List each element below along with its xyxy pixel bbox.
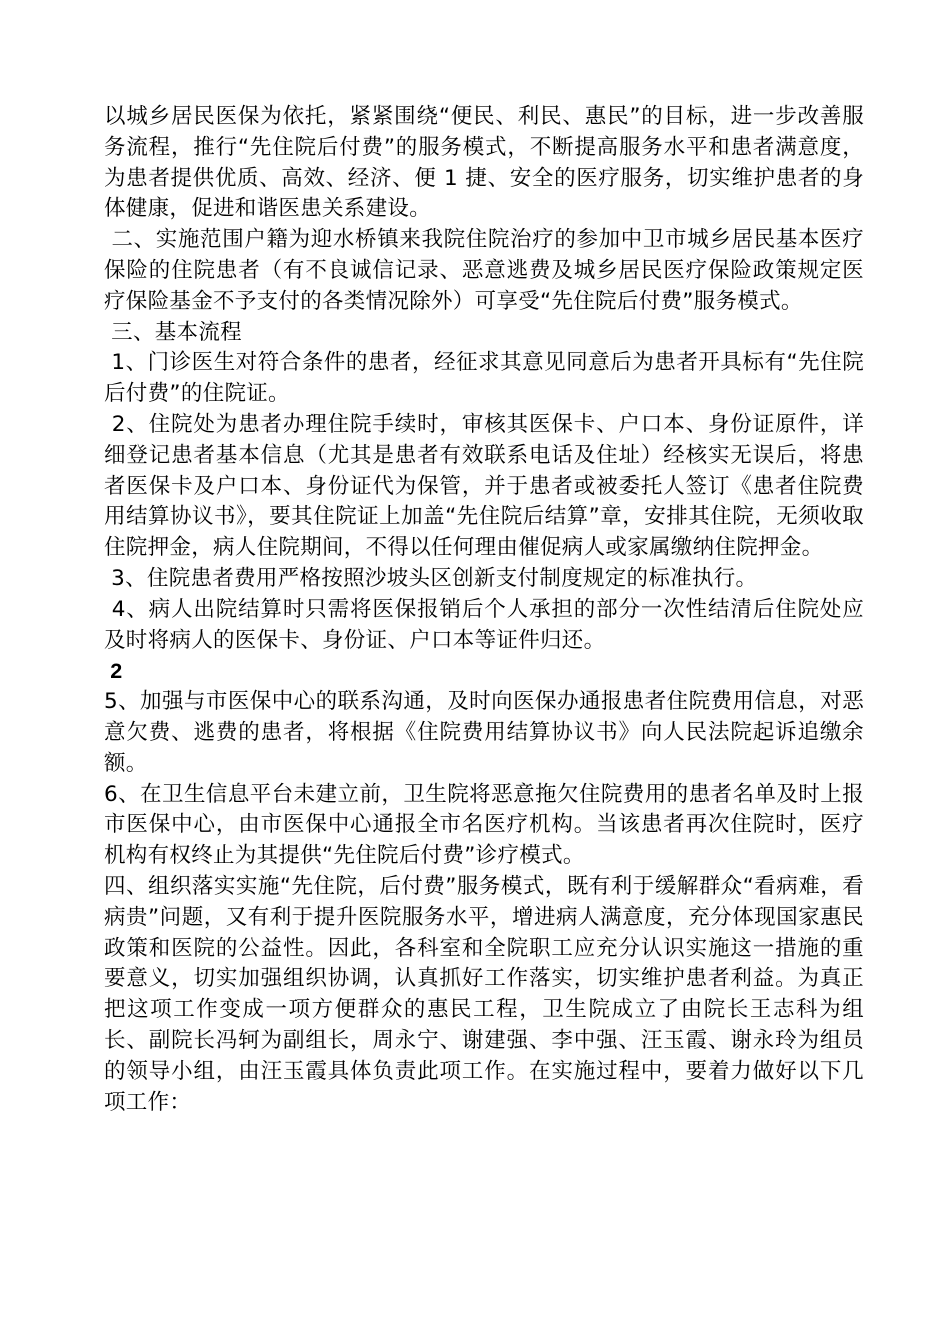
paragraph-step-2: 2、住院处为患者办理住院手续时，审核其医保卡、户口本、身份证原件，详细登记患者基本信息（尤其是患者有效联系电话及住址）经核实无误后，将患者医保卡及户口本、身份证代为保管，并于患者或被委托人签订《患者住院费用结算协议书》，要其住院证上加盖“先住院后结算”章，安排其住院，无须收取住院押金，病人住院期间，不得以任何理由催促病人或家属缴纳住院押金。	[104, 411, 864, 561]
heading-section-3-process: 三、基本流程	[104, 319, 242, 345]
page-number-marker: 2	[104, 659, 123, 684]
paragraph-step-5: 5、加强与市医保中心的联系沟通，及时向医保办通报患者住院费用信息，对恶意欠费、逃费的患者，将根据《住院费用结算协议书》向人民法院起诉追缴余额。	[104, 689, 864, 776]
paragraph-step-6: 6、在卫生信息平台未建立前，卫生院将恶意拖欠住院费用的患者名单及时上报市医保中心，由市医保中心通报全市名医疗机构。当该患者再次住院时，医疗机构有权终止为其提供“先住院后付费”诊疗模式。	[104, 781, 864, 869]
paragraph-intro: 以城乡居民医保为依托，紧紧围绕“便民、利民、惠民”的目标，进一步改善服务流程，推行“先住院后付费”的服务模式，不断提高服务水平和患者满意度，为患者提供优质、高效、经济、便 1 捷、安全的医疗服务，切实维护患者的身体健康，促进和谐医患关系建设。	[104, 104, 864, 222]
paragraph-step-1: 1、门诊医生对符合条件的患者，经征求其意见同意后为患者开具标有“先住院后付费”的住院证。	[104, 350, 864, 407]
document-page	[104, 102, 864, 1118]
paragraph-section-2-scope: 二、实施范围户籍为迎水桥镇来我院住院治疗的参加中卫市城乡居民基本医疗保险的住院患者（有不良诚信记录、恶意逃费及城乡居民医疗保险政策规定医疗保险基金不予支付的各类情况除外）可享受“先住院后付费”服务模式。	[104, 227, 864, 314]
paragraph-step-4: 4、病人出院结算时只需将医保报销后个人承担的部分一次性结清后住院处应及时将病人的医保卡、身份证、户口本等证件归还。	[104, 596, 864, 653]
paragraph-step-3: 3、住院患者费用严格按照沙坡头区创新支付制度规定的标准执行。	[104, 565, 758, 591]
paragraph-section-4-organization: 四、组织落实实施“先住院，后付费”服务模式，既有利于缓解群众“看病难，看病贵”问题，又有利于提升医院服务水平，增进病人满意度，充分体现国家惠民政策和医院的公益性。因此，各科室和全院职工应充分认识实施这一措施的重要意义，切实加强组织协调，认真抓好工作落实，切实维护患者利益。为真正把这项工作变成一项方便群众的惠民工程，卫生院成立了由院长王志科为组长、副院长冯轲为副组长，周永宁、谢建强、李中强、汪玉霞、谢永玲为组员的领导小组，由汪玉霞具体负责此项工作。在实施过程中，要着力做好以下几项工作：	[104, 873, 864, 1115]
